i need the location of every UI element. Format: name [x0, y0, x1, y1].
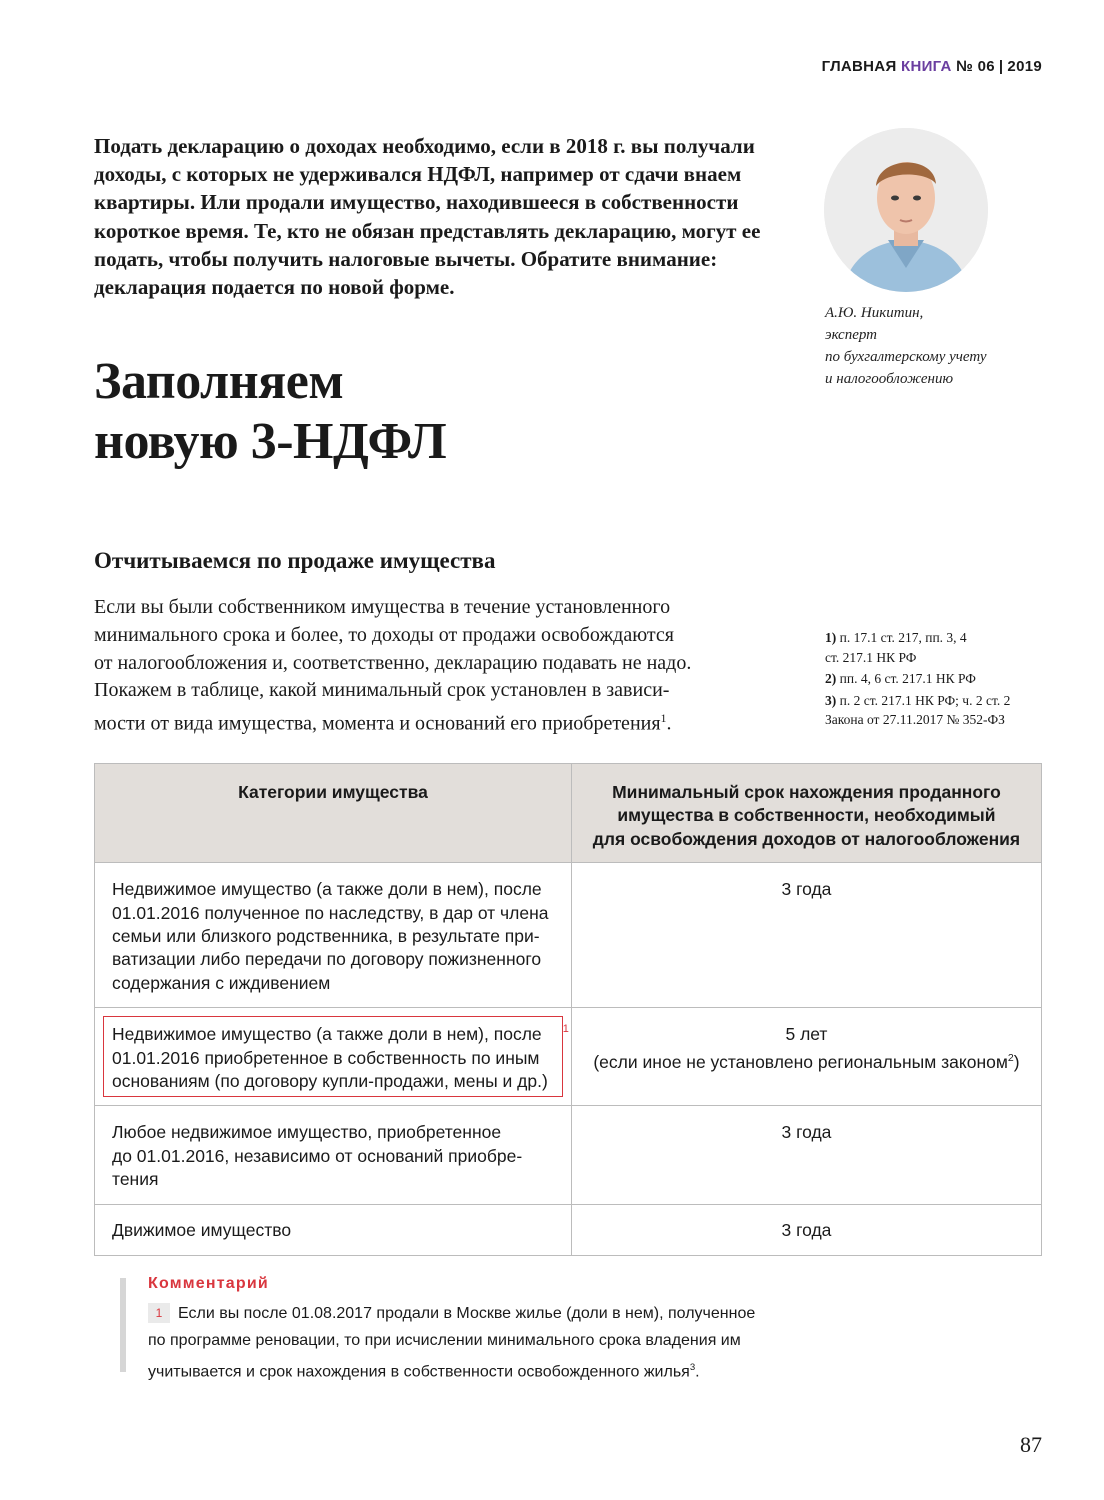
- brand-name: ГЛАВНАЯ: [821, 58, 897, 75]
- issue-number: № 06: [956, 58, 995, 75]
- author-role-line: эксперт: [825, 327, 878, 343]
- footnote-ref: 3: [689, 1362, 696, 1373]
- term-cell: 5 лет (если иное не установлено региональным законом$^2$): [571, 1008, 1041, 1106]
- body-paragraph: [94, 594, 794, 739]
- table-row: [95, 1204, 1042, 1255]
- footnote-1: 1) п. 17.1 ст. 217, пп. 3, 4 ст. 217.1 НК РФ: [825, 630, 967, 665]
- table-row: [95, 1106, 1042, 1204]
- page-number: 87: [1020, 1432, 1042, 1457]
- brand-name-accent: КНИГА: [901, 58, 952, 75]
- category-cell-highlighted: Недвижимое имущество (а также доли в нем), после 01.01.2016 приобретенное в собственность по иным основаниям (по договору купли-продажи, мены и др.) 1: [95, 1008, 572, 1106]
- footnotes: [825, 628, 1065, 732]
- category-cell: Любое недвижимое имущество, приобретенное до 01.01.2016, независимо от оснований приобре- тения: [95, 1106, 572, 1204]
- body-line: Покажем в таблице, какой минимальный срок установлен в зависи-: [94, 679, 670, 702]
- author-portrait-illustration: [824, 128, 988, 292]
- term-cell: 3 года: [571, 1204, 1041, 1255]
- footnote-2: 2) пп. 4, 6 ст. 217.1 НК РФ: [825, 671, 976, 686]
- category-cell: Недвижимое имущество (а также доли в нем), после 01.01.2016 полученное по наследству, в дар от члена семьи или близкого родственника, в результате при- ватизации либо передачи по договору пожизненного содержания с иждивением: [95, 863, 572, 1008]
- footnote-3: 3) п. 2 ст. 217.1 НК РФ; ч. 2 ст. 2 Закона от 27.11.2017 № 352-ФЗ: [825, 692, 1011, 727]
- term-cell: 3 года: [571, 863, 1041, 1008]
- issue-year: 2019: [1007, 58, 1042, 75]
- body-line: мости от вида имущества, момента и оснований его приобретения$^1$.: [94, 711, 672, 735]
- title-line: новую 3-НДФЛ: [94, 413, 447, 470]
- body-line: Если вы были собственником имущества в течение установленного: [94, 596, 671, 618]
- table-header-row: [95, 764, 1042, 863]
- body-line: минимального срока и более, то доходы от продажи освобождаются: [94, 623, 674, 646]
- column-header-category: Категории имущества: [95, 764, 572, 863]
- body-line: от налогообложения и, соответственно, декларацию подавать не надо.: [94, 651, 692, 674]
- article-title: [94, 352, 794, 472]
- table-row: [95, 1008, 1042, 1106]
- author-name: А.Ю. Никитин,: [825, 305, 924, 321]
- column-header-term: Минимальный срок нахождения проданного имущества в собственности, необходимый для освобождения доходов от налогообложения: [571, 764, 1041, 863]
- section-heading: Отчитываемся по продаже имущества: [94, 548, 496, 573]
- footnote-ref: 2: [1007, 1051, 1014, 1064]
- magazine-header: [822, 58, 1042, 75]
- author-role-line: и налогообложению: [825, 371, 954, 387]
- footnote-ref: 1: [660, 711, 667, 726]
- comment-side-bar: [120, 1278, 126, 1372]
- author-role-line: по бухгалтерскому учету: [825, 349, 987, 365]
- category-cell: Движимое имущество: [95, 1204, 572, 1255]
- comment-badge: 1: [148, 1303, 170, 1323]
- property-terms-table: [94, 763, 1042, 1256]
- comment-title: Комментарий: [148, 1275, 269, 1292]
- term-cell: 3 года: [571, 1106, 1041, 1204]
- table-row: [95, 863, 1042, 1008]
- author-caption: [825, 302, 1055, 390]
- comment-marker: 1: [562, 1023, 569, 1036]
- comment-text: 1 Если вы после 01.08.2017 продали в Москве жилье (доли в нем), полученное по программе реновации, то при исчислении минимального срока владения им учитывается и срок нахождения в собственности освобожденного жилья$^3$.: [148, 1305, 756, 1381]
- header-separator: |: [998, 58, 1004, 75]
- author-photo: [824, 128, 988, 292]
- title-line: Заполняем: [94, 353, 344, 410]
- lead-paragraph: Подать декларацию о доходах необходимо, если в 2018 г. вы получали доходы, с которых не удерживался НДФЛ, например от сдачи внаем квартиры. Или продали имущество, находившееся в собственности короткое время. Те, кто не обязан представлять декларацию, могут ее подать, чтобы получить налоговые вычеты. Обратите внимание: декларация подается по новой форме.: [94, 134, 761, 300]
